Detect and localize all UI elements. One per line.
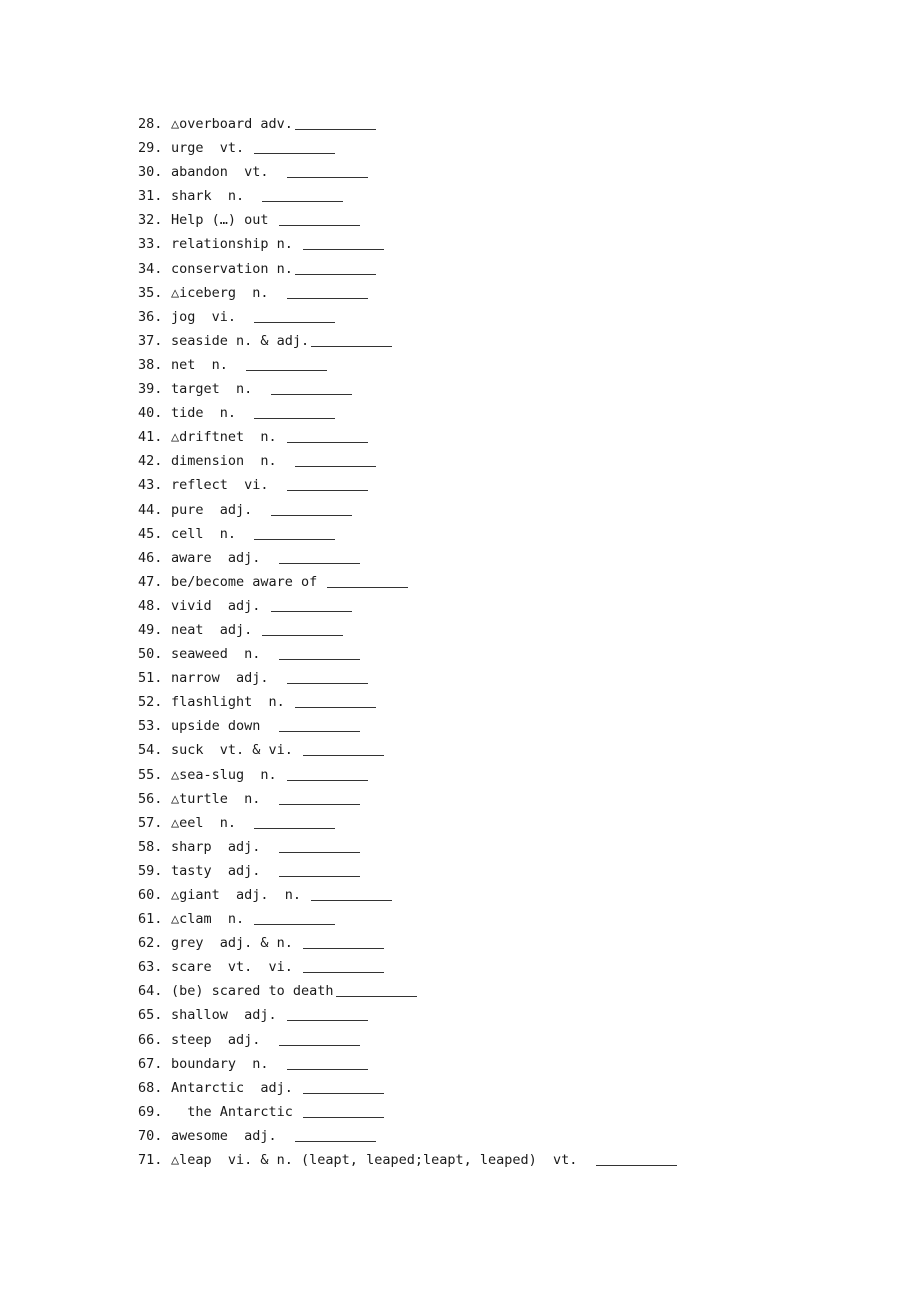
vocab-item bbox=[138, 112, 677, 136]
answer-blank[interactable] bbox=[287, 1020, 368, 1021]
vocabulary-list bbox=[138, 112, 677, 1172]
answer-blank[interactable] bbox=[303, 1117, 384, 1118]
item-term: be/become aware of bbox=[171, 573, 326, 590]
vocab-item bbox=[138, 160, 677, 184]
item-number: 58. bbox=[138, 838, 163, 855]
item-term: net n. bbox=[171, 356, 245, 373]
vocab-item bbox=[138, 642, 677, 666]
answer-blank[interactable] bbox=[254, 828, 335, 829]
vocab-item bbox=[138, 305, 677, 329]
answer-blank[interactable] bbox=[254, 322, 335, 323]
item-number: 70. bbox=[138, 1127, 163, 1144]
vocab-item bbox=[138, 763, 677, 787]
item-number: 65. bbox=[138, 1007, 163, 1024]
item-term: tide n. bbox=[171, 405, 253, 422]
answer-blank[interactable] bbox=[311, 900, 392, 901]
item-term: shallow adj. bbox=[171, 1007, 285, 1024]
vocab-item bbox=[138, 979, 677, 1003]
item-number: 34. bbox=[138, 260, 163, 277]
vocab-item bbox=[138, 787, 677, 811]
vocab-item bbox=[138, 353, 677, 377]
item-term: reflect vi. bbox=[171, 477, 285, 494]
vocab-item bbox=[138, 811, 677, 835]
answer-blank[interactable] bbox=[287, 177, 368, 178]
item-term: △giant adj. n. bbox=[171, 887, 310, 903]
answer-blank[interactable] bbox=[279, 1045, 360, 1046]
answer-blank[interactable] bbox=[262, 635, 343, 636]
item-number: 68. bbox=[138, 1079, 163, 1096]
item-number: 28. bbox=[138, 116, 163, 132]
item-number: 57. bbox=[138, 814, 163, 831]
item-number: 32. bbox=[138, 212, 163, 229]
answer-blank[interactable] bbox=[287, 442, 368, 443]
vocab-item bbox=[138, 738, 677, 762]
answer-blank[interactable] bbox=[336, 996, 417, 997]
vocab-item bbox=[138, 1124, 677, 1148]
item-term: pure adj. bbox=[171, 501, 269, 518]
item-number: 52. bbox=[138, 694, 163, 711]
item-number: 47. bbox=[138, 573, 163, 590]
item-term: jog vi. bbox=[171, 308, 253, 325]
vocab-item bbox=[138, 136, 677, 160]
answer-blank[interactable] bbox=[295, 274, 376, 275]
item-number: 60. bbox=[138, 887, 163, 903]
answer-blank[interactable] bbox=[295, 466, 376, 467]
item-term: △overboard adv. bbox=[171, 116, 293, 132]
item-number: 69. bbox=[138, 1103, 163, 1120]
answer-blank[interactable] bbox=[287, 298, 368, 299]
vocab-item bbox=[138, 498, 677, 522]
answer-blank[interactable] bbox=[295, 129, 376, 130]
answer-blank[interactable] bbox=[287, 490, 368, 491]
answer-blank[interactable] bbox=[271, 394, 352, 395]
item-number: 39. bbox=[138, 381, 163, 398]
answer-blank[interactable] bbox=[254, 418, 335, 419]
item-number: 55. bbox=[138, 766, 163, 783]
item-term: △turtle n. bbox=[171, 790, 277, 807]
answer-blank[interactable] bbox=[254, 153, 335, 154]
item-term: vivid adj. bbox=[171, 597, 269, 614]
answer-blank[interactable] bbox=[262, 201, 343, 202]
answer-blank[interactable] bbox=[279, 876, 360, 877]
vocab-item bbox=[138, 1148, 677, 1172]
item-number: 45. bbox=[138, 525, 163, 542]
vocab-item bbox=[138, 1100, 677, 1124]
vocab-item bbox=[138, 570, 677, 594]
item-term: seaside n. & adj. bbox=[171, 332, 310, 349]
vocab-item bbox=[138, 232, 677, 256]
item-term: narrow adj. bbox=[171, 670, 285, 687]
answer-blank[interactable] bbox=[327, 587, 408, 588]
item-number: 54. bbox=[138, 742, 163, 759]
answer-blank[interactable] bbox=[303, 1093, 384, 1094]
item-number: 67. bbox=[138, 1055, 163, 1072]
item-number: 59. bbox=[138, 862, 163, 879]
item-number: 49. bbox=[138, 621, 163, 638]
answer-blank[interactable] bbox=[279, 852, 360, 853]
answer-blank[interactable] bbox=[295, 707, 376, 708]
item-number: 63. bbox=[138, 959, 163, 976]
item-term: abandon vt. bbox=[171, 164, 285, 181]
item-term: boundary n. bbox=[171, 1055, 285, 1072]
item-number: 66. bbox=[138, 1031, 163, 1048]
item-term: urge vt. bbox=[171, 140, 253, 157]
vocab-item bbox=[138, 714, 677, 738]
item-number: 44. bbox=[138, 501, 163, 518]
item-term: target n. bbox=[171, 381, 269, 398]
vocab-item bbox=[138, 690, 677, 714]
vocab-item bbox=[138, 473, 677, 497]
item-number: 61. bbox=[138, 911, 163, 928]
item-term: dimension n. bbox=[171, 453, 293, 470]
item-number: 35. bbox=[138, 284, 163, 301]
vocab-item bbox=[138, 618, 677, 642]
item-term: △leap vi. & n. (leapt, leaped;leapt, leaped) vt. bbox=[171, 1152, 594, 1169]
item-term: grey adj. & n. bbox=[171, 935, 302, 952]
item-number: 56. bbox=[138, 790, 163, 807]
item-term: seaweed n. bbox=[171, 646, 277, 663]
vocab-item bbox=[138, 449, 677, 473]
vocab-item bbox=[138, 208, 677, 232]
vocab-item bbox=[138, 1076, 677, 1100]
vocab-item bbox=[138, 883, 677, 907]
vocab-item bbox=[138, 1052, 677, 1076]
item-term: △iceberg n. bbox=[171, 284, 285, 301]
item-term: cell n. bbox=[171, 525, 253, 542]
item-term: △driftnet n. bbox=[171, 429, 285, 446]
answer-blank[interactable] bbox=[279, 225, 360, 226]
item-number: 50. bbox=[138, 646, 163, 663]
item-term: upside down bbox=[171, 718, 277, 735]
item-term: tasty adj. bbox=[171, 862, 277, 879]
answer-blank[interactable] bbox=[303, 755, 384, 756]
item-number: 36. bbox=[138, 308, 163, 325]
answer-blank[interactable] bbox=[303, 972, 384, 973]
answer-blank[interactable] bbox=[246, 370, 327, 371]
item-number: 41. bbox=[138, 429, 163, 446]
vocab-item bbox=[138, 401, 677, 425]
answer-blank[interactable] bbox=[287, 683, 368, 684]
answer-blank[interactable] bbox=[279, 731, 360, 732]
item-number: 30. bbox=[138, 164, 163, 181]
item-term: scare vt. vi. bbox=[171, 959, 302, 976]
answer-blank[interactable] bbox=[271, 611, 352, 612]
item-number: 37. bbox=[138, 332, 163, 349]
item-term: △sea-slug n. bbox=[171, 766, 285, 783]
answer-blank[interactable] bbox=[287, 780, 368, 781]
item-number: 64. bbox=[138, 983, 163, 1000]
vocab-item bbox=[138, 859, 677, 883]
answer-blank[interactable] bbox=[303, 249, 384, 250]
vocab-item bbox=[138, 184, 677, 208]
item-term: suck vt. & vi. bbox=[171, 742, 302, 759]
item-term: shark n. bbox=[171, 188, 261, 205]
answer-blank[interactable] bbox=[271, 515, 352, 516]
item-number: 53. bbox=[138, 718, 163, 735]
answer-blank[interactable] bbox=[279, 804, 360, 805]
item-term: Antarctic adj. bbox=[171, 1079, 302, 1096]
vocab-item bbox=[138, 329, 677, 353]
vocab-item bbox=[138, 666, 677, 690]
item-number: 46. bbox=[138, 549, 163, 566]
item-number: 33. bbox=[138, 236, 163, 253]
item-term: awesome adj. bbox=[171, 1127, 293, 1144]
answer-blank[interactable] bbox=[295, 1141, 376, 1142]
vocab-item bbox=[138, 1003, 677, 1027]
vocab-item bbox=[138, 835, 677, 859]
item-number: 38. bbox=[138, 356, 163, 373]
vocab-item bbox=[138, 931, 677, 955]
item-term: steep adj. bbox=[171, 1031, 277, 1048]
answer-blank[interactable] bbox=[287, 1069, 368, 1070]
vocab-item bbox=[138, 907, 677, 931]
vocab-item bbox=[138, 377, 677, 401]
item-term: △clam n. bbox=[171, 911, 253, 928]
item-number: 29. bbox=[138, 140, 163, 157]
item-number: 62. bbox=[138, 935, 163, 952]
item-number: 48. bbox=[138, 597, 163, 614]
vocab-item bbox=[138, 281, 677, 305]
vocab-item bbox=[138, 257, 677, 281]
item-term: relationship n. bbox=[171, 236, 302, 253]
item-number: 71. bbox=[138, 1152, 163, 1169]
item-number: 42. bbox=[138, 453, 163, 470]
answer-blank[interactable] bbox=[596, 1165, 677, 1166]
item-term: △eel n. bbox=[171, 814, 253, 831]
item-number: 51. bbox=[138, 670, 163, 687]
vocab-item bbox=[138, 425, 677, 449]
answer-blank[interactable] bbox=[254, 539, 335, 540]
item-term: aware adj. bbox=[171, 549, 277, 566]
item-term: (be) scared to death bbox=[171, 983, 334, 1000]
answer-blank[interactable] bbox=[311, 346, 392, 347]
item-term: neat adj. bbox=[171, 621, 261, 638]
vocab-item bbox=[138, 546, 677, 570]
answer-blank[interactable] bbox=[254, 924, 335, 925]
vocab-item bbox=[138, 1028, 677, 1052]
item-number: 40. bbox=[138, 405, 163, 422]
vocab-item bbox=[138, 955, 677, 979]
item-number: 43. bbox=[138, 477, 163, 494]
answer-blank[interactable] bbox=[279, 563, 360, 564]
answer-blank[interactable] bbox=[303, 948, 384, 949]
answer-blank[interactable] bbox=[279, 659, 360, 660]
item-number: 31. bbox=[138, 188, 163, 205]
item-term: flashlight n. bbox=[171, 694, 293, 711]
vocab-item bbox=[138, 594, 677, 618]
vocab-item bbox=[138, 522, 677, 546]
item-term: sharp adj. bbox=[171, 838, 277, 855]
item-term: the Antarctic bbox=[171, 1103, 302, 1120]
item-term: Help (…) out bbox=[171, 212, 277, 229]
item-term: conservation n. bbox=[171, 260, 293, 277]
